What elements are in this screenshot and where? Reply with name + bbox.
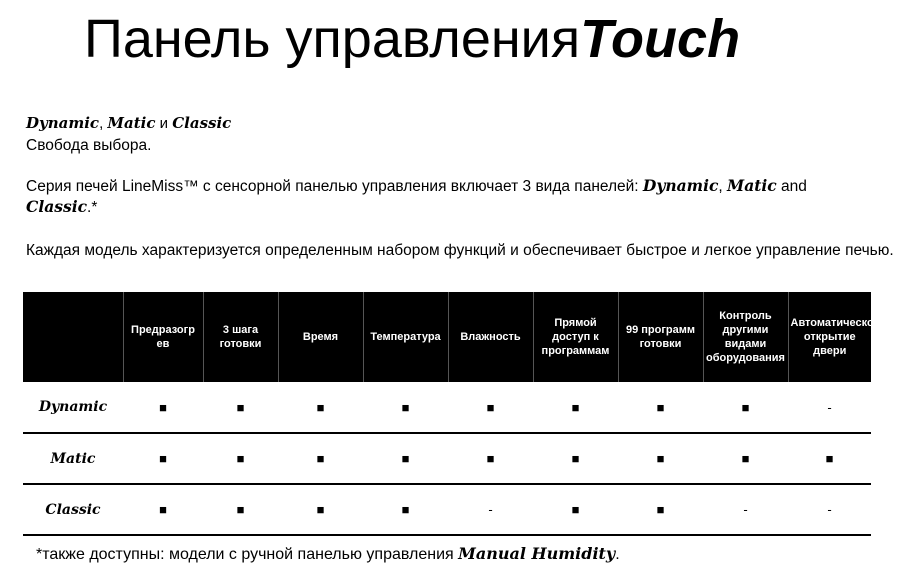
feature-cell: ■ [363, 433, 448, 484]
table-row [23, 484, 871, 535]
feature-cell: ■ [618, 433, 703, 484]
table-header-row [23, 292, 871, 382]
footnote-model: Manual Humidity [458, 544, 616, 563]
feature-cell: - [788, 382, 871, 433]
header-cell [23, 292, 123, 382]
feature-cell: ■ [363, 382, 448, 433]
feature-cell: ■ [788, 433, 871, 484]
model-name-matic: Matic [107, 114, 156, 132]
description-paragraph: Каждая модель характеризуется определенным набором функций и обеспечивает быстрое и легкое управление печью. [26, 242, 894, 259]
footnote-text: *также доступны: модели с ручной панелью управления [36, 546, 459, 563]
feature-cell: ■ [278, 433, 363, 484]
feature-cell: ■ [533, 484, 618, 535]
model-cell: Matic [23, 433, 123, 484]
title-main: Панель управления [84, 9, 581, 69]
series-model-matic: Matic [727, 176, 777, 195]
feature-cell: ■ [278, 484, 363, 535]
model-name-dynamic: Dynamic [26, 114, 100, 132]
series-text: Серия печей LineMiss™ с сенсорной панелью управления включает 3 вида панелей: [26, 178, 643, 195]
feature-cell: ■ [618, 484, 703, 535]
header-cell: 3 шага готовки [203, 292, 278, 382]
table-row [23, 382, 871, 433]
header-cell: Предразогр ев [123, 292, 203, 382]
models-conjunction: и [155, 115, 173, 132]
header-cell: Влажность [448, 292, 533, 382]
header-cell: Автоматическое открытие двери [788, 292, 871, 382]
series-model-dynamic: Dynamic [642, 176, 719, 195]
series-model-classic: Classic [26, 197, 88, 216]
footnote [36, 544, 620, 564]
feature-cell: ■ [203, 484, 278, 535]
series-paragraph [26, 176, 876, 218]
feature-cell: - [448, 484, 533, 535]
feature-cell: ■ [448, 382, 533, 433]
header-cell: Время [278, 292, 363, 382]
features-table [23, 292, 880, 536]
feature-cell: ■ [533, 382, 618, 433]
models-separator: , [99, 115, 108, 132]
feature-cell: ■ [533, 433, 618, 484]
model-cell: Classic [23, 484, 123, 535]
feature-cell: - [788, 484, 871, 535]
feature-cell: ■ [203, 433, 278, 484]
feature-cell: ■ [203, 382, 278, 433]
feature-cell: ■ [123, 382, 203, 433]
slogan: Свобода выбора. [26, 137, 152, 154]
header-cell: 99 программ готовки [618, 292, 703, 382]
series-separator: , [718, 178, 728, 195]
title-brand: Touch [580, 9, 741, 69]
feature-cell: ■ [448, 433, 533, 484]
header-cell: Температура [363, 292, 448, 382]
footnote-end: . [615, 546, 620, 563]
feature-cell: ■ [123, 484, 203, 535]
model-cell: Dynamic [23, 382, 123, 433]
series-conjunction: and [776, 178, 807, 195]
table-row [23, 433, 871, 484]
feature-cell: ■ [278, 382, 363, 433]
model-name-classic: Classic [172, 114, 232, 132]
header-cell: Прямой доступ к программам [533, 292, 618, 382]
feature-cell: ■ [618, 382, 703, 433]
feature-cell: - [703, 484, 788, 535]
models-heading [26, 113, 231, 134]
header-cell: Контроль другими видами оборудования [703, 292, 788, 382]
feature-cell: ■ [363, 484, 448, 535]
feature-cell: ■ [123, 433, 203, 484]
page-title [84, 6, 740, 72]
feature-cell: ■ [703, 382, 788, 433]
feature-cell: ■ [703, 433, 788, 484]
series-end: .* [87, 199, 98, 216]
